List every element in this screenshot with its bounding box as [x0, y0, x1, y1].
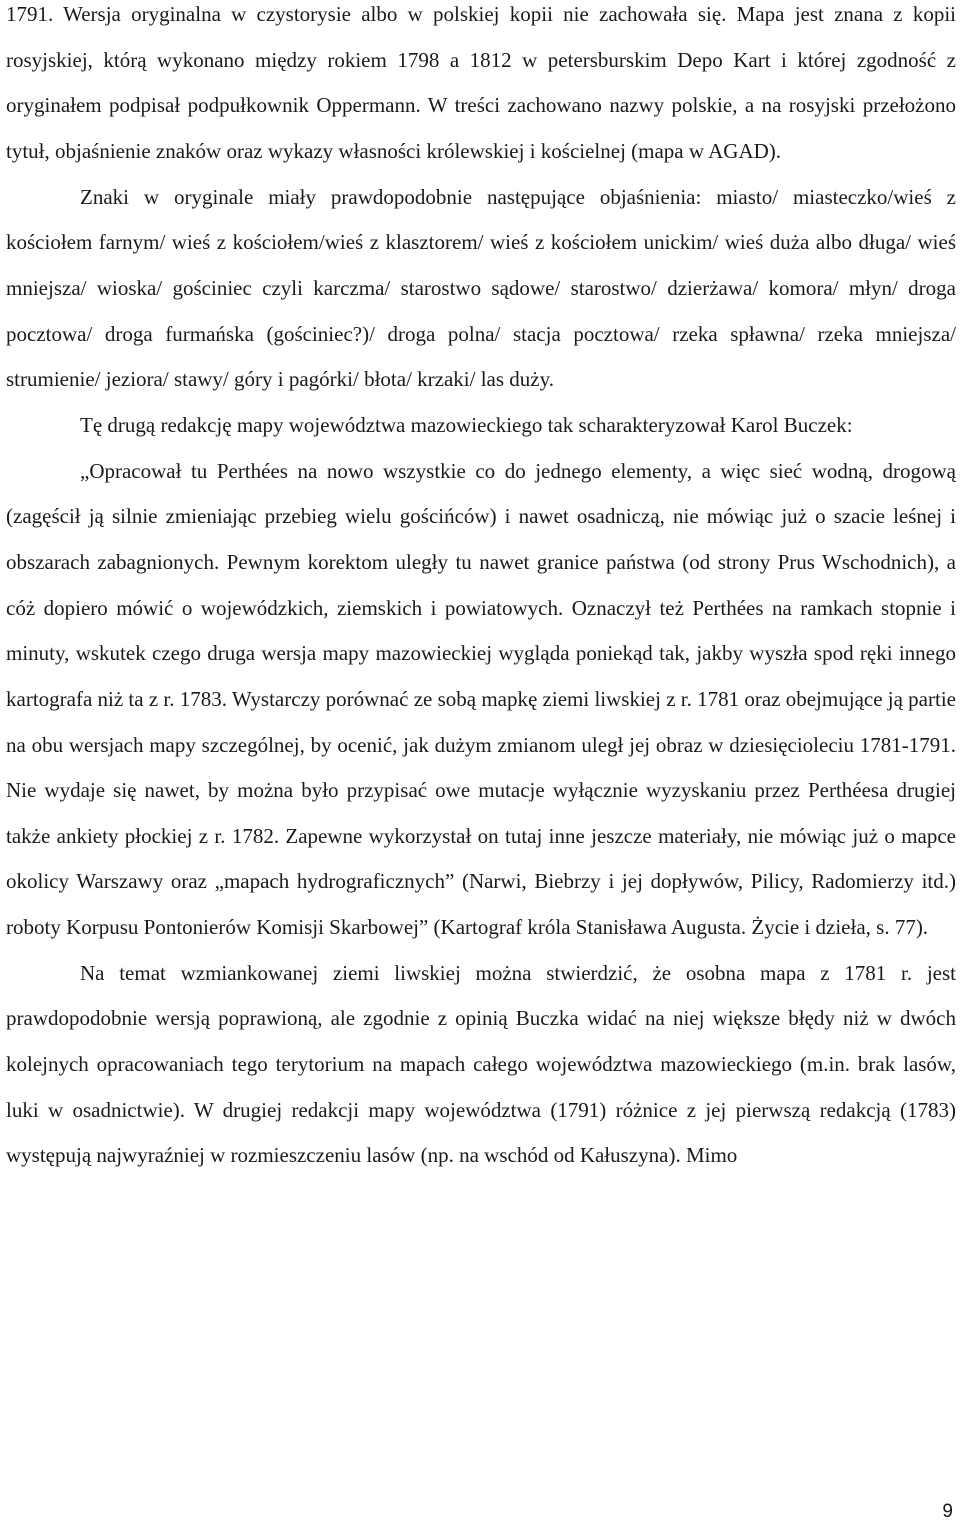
- paragraph-buczek-quote: „Opracował tu Perthées na nowo wszystkie co do jednego elementy, a więc sieć wodną, drogową (zagęścił ją silnie zmieniając przebieg wielu gościńców) i nawet osadniczą, nie mówiąc już o szacie leśnej i obszarach zabagnionych. Pewnym korektom uległy tu nawet granice państwa (od strony Prus Wschodnich), a cóż dopiero mówić o wojewódzkich, ziemskich i powiatowych. Oznaczył też Perthées na ramkach stopnie i minuty, wskutek czego druga wersja mapy mazowieckiej wygląda poniekąd tak, jakby wyszła spod ręki innego kartografa niż ta z r. 1783. Wystarczy porównać ze sobą mapkę ziemi liwskiej z r. 1781 oraz obejmujące ją partie na obu wersjach mapy szczególnej, by ocenić, jak dużym zmianom uległ jej obraz w dziesięcioleciu 1781-1791. Nie wydaje się nawet, by można było przypisać owe mutacje wyłącznie wyzyskaniu przez Perthéesa drugiej także ankiety płockiej z r. 1782. Zapewne wykorzystał on tutaj inne jeszcze materiały, nie mówiąc już o mapce okolicy Warszawy oraz „mapach hydrograficznych” (Narwi, Biebrzy i jej dopływów, Pilicy, Radomierzy itd.) roboty Korpusu Pontonierów Komisji Skarbowej” (Kartograf króla Stanisława Augusta. Życie i dzieła, s. 77).: [6, 458, 956, 940]
- paragraph-legend-signs: Znaki w oryginale miały prawdopodobnie następujące objaśnienia: miasto/ miasteczko/wieś z kościołem farnym/ wieś z kościołem/wieś z klasztorem/ wieś z kościołem unickim/ wieś duża albo długa/ wieś mniejsza/ wioska/ gościniec czyli karczma/ starostwo sądowe/ starostwo/ dzierżawa/ komora/ młyn/ droga pocztowa/ droga furmańska (gościniec?)/ droga polna/ stacja pocztowa/ rzeka spławna/ rzeka mniejsza/ strumienie/ jeziora/ stawy/ góry i pagórki/ błota/ krzaki/ las duży.: [6, 184, 956, 392]
- paragraph-intro: 1791. Wersja oryginalna w czystorysie albo w polskiej kopii nie zachowała się. Mapa jest znana z kopii rosyjskiej, którą wykonano między rokiem 1798 a 1812 w petersburskim Depo Kart i której zgodność z oryginałem podpisał podpułkownik Oppermann. W treści zachowano nazwy polskie, a na rosyjski przełożono tytuł, objaśnienie znaków oraz wykazy własności królewskiej i kościelnej (mapa w AGAD).: [6, 2, 956, 163]
- paragraph-ziemia-liwska: Na temat wzmiankowanej ziemi liwskiej można stwierdzić, że osobna mapa z 1781 r. jest prawdopodobnie wersją poprawioną, ale zgodnie z opinią Buczka widać na niej większe błędy niż w dwóch kolejnych opracowaniach tego terytorium na mapach całego województwa mazowieckiego (m.in. brak lasów, luki w osadnictwie). W drugiej redakcji mapy województwa (1791) różnice z jej pierwszą redakcją (1783) występują najwyraźniej w rozmieszczeniu lasów (np. na wschód od Kałuszyna). Mimo: [6, 960, 956, 1168]
- page-number: 9: [942, 1501, 953, 1522]
- paragraph-buczek-intro: Tę drugą redakcję mapy województwa mazowieckiego tak scharakteryzował Karol Buczek:: [80, 412, 853, 437]
- document-page: [6, 0, 956, 1179]
